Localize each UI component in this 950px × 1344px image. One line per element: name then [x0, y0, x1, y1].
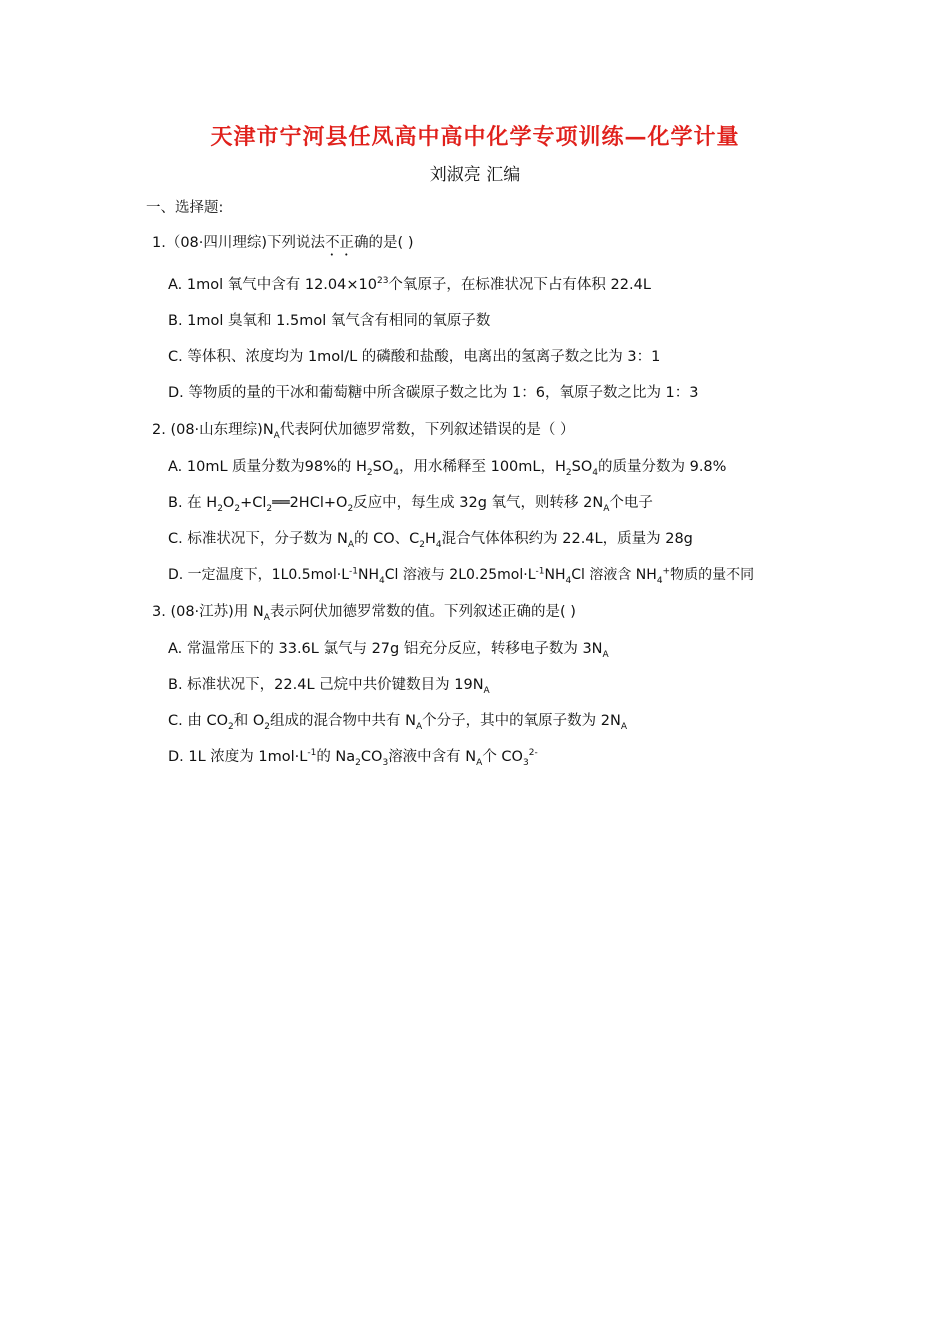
question-3-option-c: C. 由 $CO_2$和 $O_2$组成的混合物中共有 $N_A$个分子，其中的氧原子数为 $2N_A$: [168, 713, 627, 732]
question-2-option-a: A. 10mL 质量分数为98%的 $H_2SO_4$，用水稀释至 100mL，$H_2SO_4$的质量分数为 9.8%: [168, 459, 727, 478]
question-1-option-d: D. 等物质的量的干冰和葡萄糖中所含碳原子数之比为 1：6，氧原子数之比为 1：3: [168, 385, 699, 401]
question-1-option-b: B. 1mol 臭氧和 1.5mol 氧气含有相同的氧原子数: [168, 313, 491, 329]
document-title: 天津市宁河县任凤高中高中化学专项训练—化学计量: [210, 124, 740, 150]
question-3-option-a: A. 常温常压下的 33.6L 氯气与 27g 铝充分反应，转移电子数为 $3N_A$: [168, 641, 609, 660]
document-author: 刘淑亮 汇编: [429, 165, 521, 185]
question-1-option-c: C. 等体积、浓度均为 1mol/L 的磷酸和盐酸，电离出的氢离子数之比为 3：1: [168, 349, 661, 365]
section-heading: 一、选择题:: [146, 200, 224, 216]
question-3-stem: 3. (08·江苏)用 $N_A$表示阿伏加德罗常数的值。下列叙述正确的是( ): [152, 604, 576, 623]
question-2-stem: 2. (08·山东理综)$N_A$代表阿伏加德罗常数，下列叙述错误的是（ ）: [152, 422, 575, 441]
question-3-option-d: D. 1L 浓度为 $1mol\cdot L^{-1}$的 $Na_2CO_3$溶液中含有 $N_A$个 $CO_3^{2-}$: [168, 748, 538, 768]
question-2-option-d: D. 一定温度下，$1L0.5mol\cdot L^{-1}NH_4Cl$ 溶液与 $2L0.25mol\cdot L^{-1}NH_4Cl$ 溶液含 $NH_4^+$物质的量不同: [168, 566, 755, 586]
question-2-option-b: B. 在 $H_2O_2+Cl_2══2HCl+O_2$反应中，每生成 32g 氧气，则转移 $2N_A$个电子: [168, 495, 653, 514]
question-1-stem: 1.（08·四川理综)下列说法不正确的是( ): [152, 235, 414, 251]
emphasis-dots: 不正: [325, 235, 355, 251]
question-2-option-c: C. 标准状况下，分子数为 $N_A$的 CO、$C_2H_4$混合气体体积约为 22.4L，质量为 28g: [168, 531, 693, 550]
question-1-option-a: A. 1mol 氧气中含有 $12.04\times 10^{23}$个氧原子，在标准状况下占有体积 22.4L: [168, 276, 651, 293]
question-3-option-b: B. 标准状况下，22.4L 己烷中共价键数目为 $19N_A$: [168, 677, 490, 696]
